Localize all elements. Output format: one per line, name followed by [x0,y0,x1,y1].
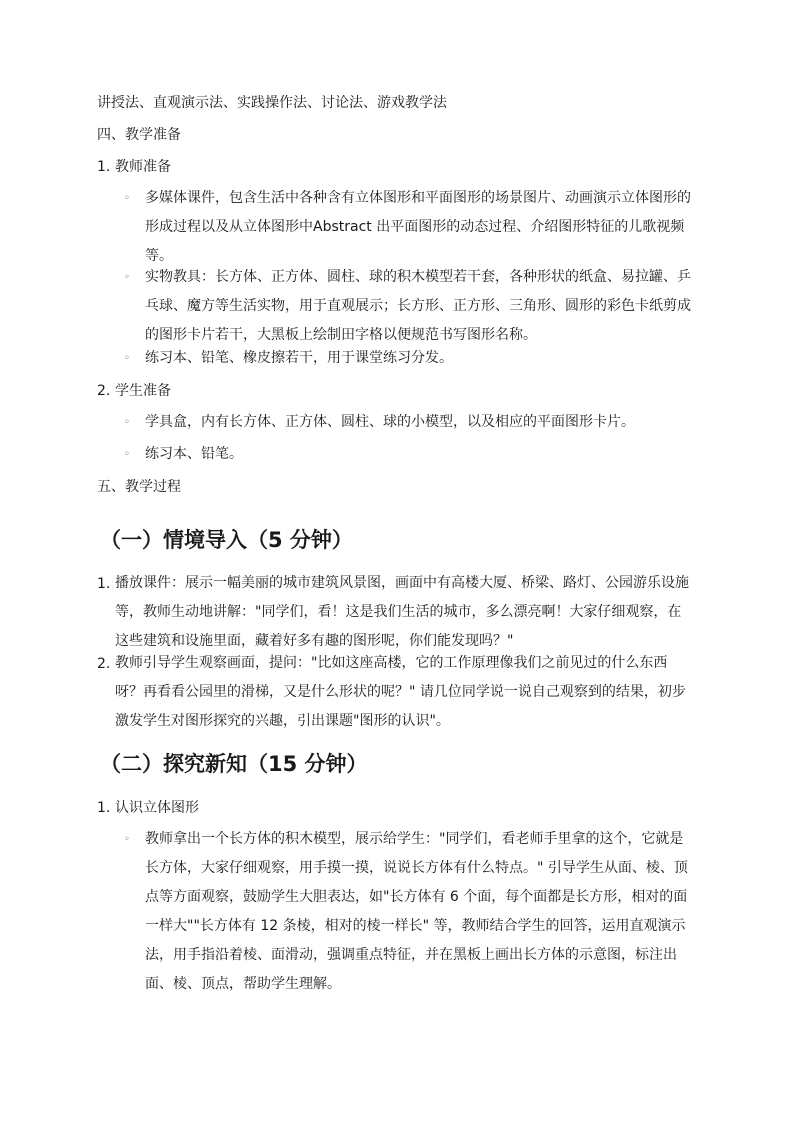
teacher-prep-item: 实物教具：长方体、正方体、圆柱、球的积木模型若干套，各种形状的纸盒、易拉罐、乒乓球、魔方等生活实物，用于直观展示；长方形、正方形、三角形、圆形的彩色卡纸剪成的图形卡片若干，大黑板上绘制田字格以便规范书写图形名称。 [145,269,691,343]
part-2-heading: （二）探究新知（15 分钟） [100,752,368,776]
bullet-icon: ◦ [124,449,130,460]
part-1-step-number: 2. [97,656,111,672]
bullet-icon: ◦ [124,834,130,845]
part-1-heading: （一）情境导入（5 分钟） [100,528,353,552]
student-prep-item: 练习本、铅笔。 [145,446,243,462]
teacher-prep-label: 教师准备 [115,159,171,175]
section-5-title: 五、教学过程 [97,479,181,495]
bullet-icon: ◦ [124,272,130,283]
teacher-prep-item: 练习本、铅笔、橡皮擦若干，用于课堂练习分发。 [145,350,453,366]
teacher-prep-item: 多媒体课件，包含生活中各种含有立体图形和平面图形的场景图片、动画演示立体图形的形成过程以及从立体图形中Abstract 出平面图形的动态过程、介绍图形特征的儿歌视频等。 [145,190,691,264]
student-prep-label: 学生准备 [115,383,171,399]
part-2-step-item: 教师拿出一个长方体的积木模型，展示给学生："同学们，看老师手里拿的这个，它就是长方体，大家仔细观察，用手摸一摸，说说长方体有什么特点。" 引导学生从面、棱、顶点等方面观察，鼓励学生大胆表达，如"长方体有 6 个面，每个面都是长方形，相对的面一样大""长方体有 12 条棱，相对的棱一样长" 等，教师结合学生的回答，运用直观演示法，用手指沿着棱、面滑动，强调重点特征，并在黑板上画出长方体的示意图，标注出面、棱、顶点，帮助学生理解。 [145,831,688,992]
part-2-step-number: 1. [97,800,111,816]
student-prep-item: 学具盒，内有长方体、正方体、圆柱、球的小模型，以及相应的平面图形卡片。 [145,414,635,430]
bullet-icon: ◦ [124,193,130,204]
part-1-step-number: 1. [97,576,111,592]
part-2-step-label: 认识立体图形 [115,800,199,816]
bullet-icon: ◦ [124,417,130,428]
teacher-prep-number: 1. [97,159,111,175]
part-1-step-text: 教师引导学生观察画面，提问："比如这座高楼，它的工作原理像我们之前见过的什么东西呀？再看看公园里的滑梯，又是什么形状的呢？" 请几位同学说一说自己观察到的结果，初步激发学生对图形探究的兴趣，引出课题"图形的认识"。 [115,655,686,729]
student-prep-number: 2. [97,383,111,399]
bullet-icon: ◦ [124,353,130,364]
section-4-title: 四、教学准备 [97,127,181,143]
part-1-step-text: 播放课件：展示一幅美丽的城市建筑风景图，画面中有高楼大厦、桥梁、路灯、公园游乐设施等，教师生动地讲解："同学们，看！这是我们生活的城市，多么漂亮啊！大家仔细观察，在这些建筑和设施里面，藏着好多有趣的图形呢，你们能发现吗？" [115,575,689,649]
teaching-methods-line: 讲授法、直观演示法、实践操作法、讨论法、游戏教学法 [97,95,447,111]
